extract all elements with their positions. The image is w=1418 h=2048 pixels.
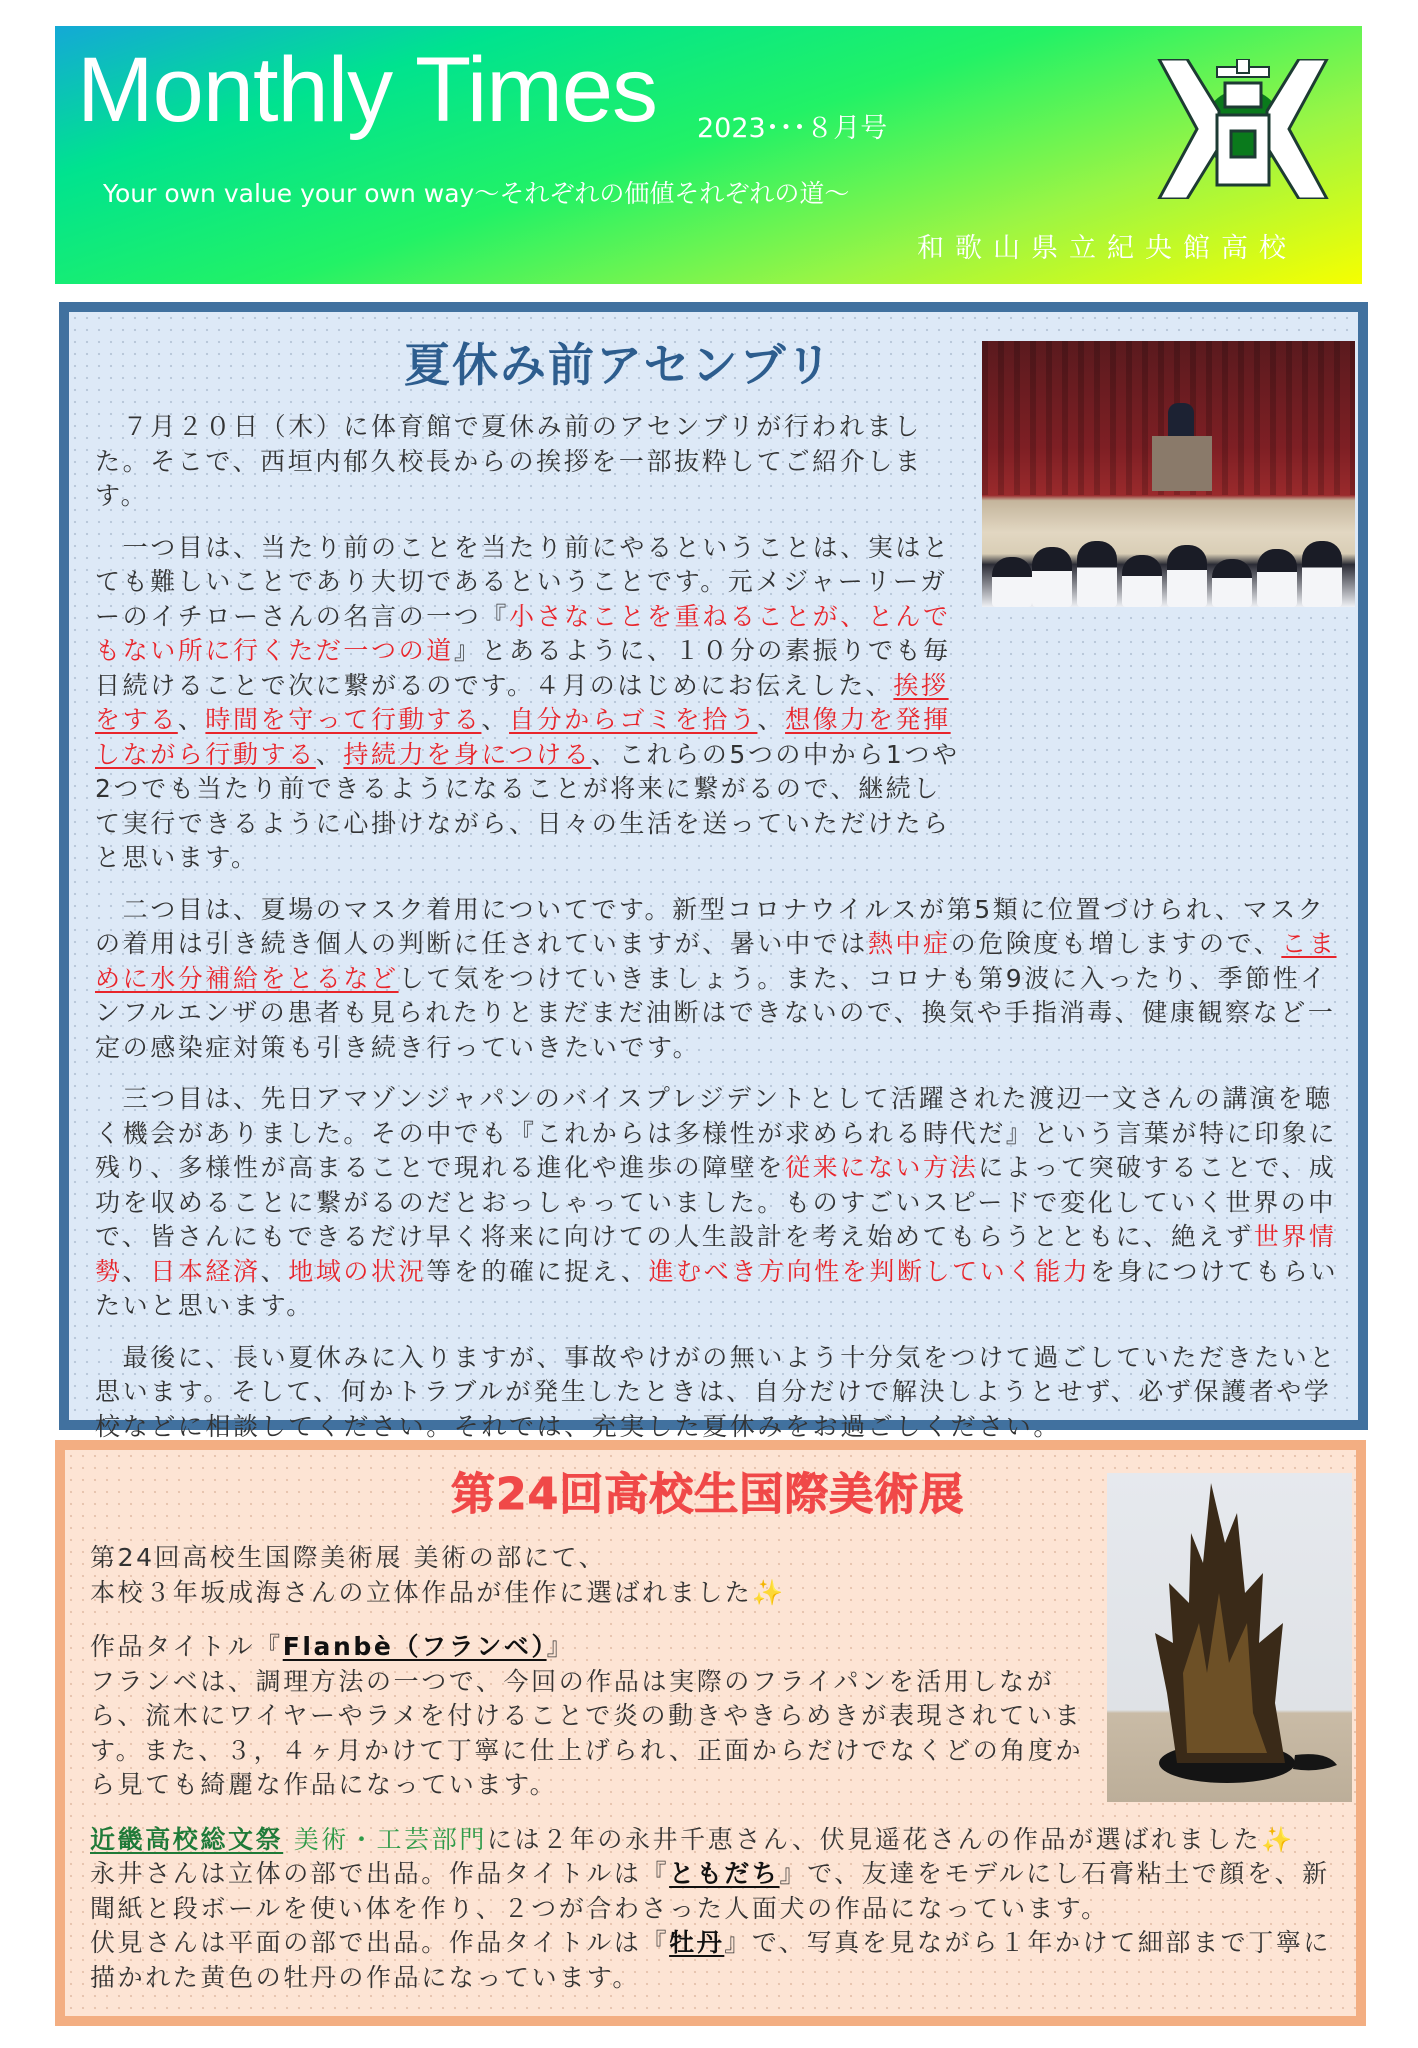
issue-date: 2023･･･８月号 [697,113,888,144]
highlighted-text: 世界情勢 [95,1222,1337,1286]
assembly-section [59,302,1368,1441]
text-segment: 』とあるように、１０分の素振りでも毎日続けることで次に繋がるのです。４月のはじめにお伝えした、 [95,636,951,700]
highlighted-text: 時間を守って行動する [205,705,482,734]
highlighted-text: 自分からゴミを拾う [509,705,758,734]
highlighted-text: 牡丹 [669,1928,725,1957]
text-segment: 、 [177,705,206,734]
art-exhibition-title: 第24回高校生国際美術展 [451,1469,965,1520]
paragraph [90,1823,1340,1996]
text-segment: 、 [481,705,510,734]
text-segment: 等を的確に捉え、 [426,1256,649,1286]
paragraph [95,1082,1349,1324]
text-segment: 本校３年坂成海さんの立体作品が佳作に選ばれました✨ [90,1577,787,1607]
text-segment: 、 [260,1256,289,1286]
art-exhibition-section [55,1440,1366,2026]
school-emblem-icon [1157,59,1329,199]
highlighted-text: 従来にない方法 [785,1153,979,1182]
text-segment: を身につけてもらいたいと思います。 [95,1256,1339,1320]
text-segment: 作品タイトル『 [90,1632,283,1661]
highlighted-text: Flanbè（フランベ） [282,1632,547,1661]
text-segment: 』 [546,1632,575,1661]
text-segment: には２年の永井千恵さん、伏見遥花さんの作品が選ばれました✨ [486,1824,1295,1854]
text-segment: 、 [757,705,786,734]
highlighted-text: 日本経済 [150,1256,261,1286]
text-segment: 、これらの5つの中から1つや2つでも当たり前できるようになることが将来に繋がるので、継続して実行できるように心掛けながら、日々の生活を送っていただけたらと思います。 [95,739,960,872]
highlighted-text: ともだち [669,1859,780,1888]
text-segment: 、 [122,1256,151,1286]
highlighted-text: 挨拶をする [95,670,949,734]
text-segment: 三つ目は、先日アマゾンジャパンのバイスプレジデントとして活躍された渡辺一文さんの講演を聴く機会がありました。その中でも『これからは多様性が求められる時代だ』という言葉が特に印象に残り、多様性が高まることで現れる進化や進歩の障壁を [95,1084,1338,1182]
paragraph [95,893,1349,1066]
assembly-body [95,410,1349,1461]
paragraph [95,1341,1349,1445]
text-segment: 第24回高校生国際美術展 美術の部にて、 [90,1543,607,1572]
highlighted-text: 地域の状況 [288,1256,427,1286]
highlighted-text: 近畿高校総文祭 [90,1824,284,1854]
art-exhibition-body [90,1541,1340,2015]
text-segment: 伏見さんは平面の部で出品。作品タイトルは『 [90,1928,670,1957]
paragraph [90,1630,1100,1803]
paragraph [95,410,965,514]
school-name: 和歌山県立紀央館高校 [917,233,1297,264]
paragraph [95,531,965,876]
highlighted-text: 小さなことを重ねることが、とんでもない所に行くただ一つの道 [95,601,951,665]
text-segment: の危険度も増しますので、 [950,929,1282,958]
school-motto: Your own value your own way～それぞれの価値それぞれの道～ [103,179,850,208]
text-segment: 最後に、長い夏休みに入りますが、事故やけがの無いよう十分気をつけて過ごしていただきたいと思います。そして、何かトラブルが発生したときは、自分だけで解決しようとせず、必ず保護者や学校などに相談してください。それでは、充実した夏休みをお過ごしください。 [95,1342,1338,1441]
text-segment: 』で、写真を見ながら１年かけて細部まで丁寧に描かれた黄色の牡丹の作品になっています。 [90,1928,1332,1992]
assembly-title: 夏休み前アセンブリ [404,338,834,392]
text-segment: 一つ目は、当たり前のことを当たり前にやるということは、実はとても難しいことであり大切であるということです。元メジャーリーガーのイチローさんの名言の一つ『 [95,532,951,631]
highlighted-text: 進むべき方向性を判断していく能力 [648,1256,1091,1286]
highlighted-text: 持続力を身につける [343,739,592,769]
paragraph [90,1541,1100,1610]
text-segment: によって突破することで、成功を収めることに繋がるのだとおっしゃっていました。ものすごいスピードで変化していく世界の中で、皆さんにもできるだけ早く将来に向けての人生設計を考え始めてもらうとともに、絶えず [95,1153,1337,1251]
text-segment: ７月２０日（木）に体育館で夏休み前のアセンブリが行われました。そこで、西垣内郁久校長からの挨拶を一部抜粋してご紹介します。 [95,412,923,510]
text-segment: 二つ目は、夏場のマスク着用についてです。新型コロナウイルスが第5類に位置づけられ、マスクの着用は引き続き個人の判断に任されていますが、暑い中では [95,894,1326,958]
newsletter-title: Monthly Times [77,39,658,141]
text-segment: 』で、友達をモデルにし石膏粘土で顔を、新聞紙と段ボールを使い体を作り、２つが合わさった人面犬の作品になっています。 [90,1859,1330,1923]
highlighted-text: 想像力を発揮しながら行動する [95,705,951,769]
highlighted-text: 美術・工芸部門 [283,1824,487,1854]
highlighted-text: こまめに水分補給をとるなど [95,929,1337,993]
highlighted-text: 熱中症 [867,929,951,958]
text-segment: 永井さんは立体の部で出品。作品タイトルは『 [90,1859,670,1888]
newsletter-header [55,26,1362,284]
text-segment: フランベは、調理方法の一つで、今回の作品は実際のフライパンを活用しながら、流木にワイヤーやラメを付けることで炎の動きやきらめきが表現されています。また、３，４ヶ月かけて丁寧に仕上げられ、正面からだけでなくどの角度から見ても綺麗な作品になっています。 [90,1666,1084,1799]
text-segment: して気をつけていきましょう。また、コロナも第9波に入ったり、季節性インフルエンザの患者も見られたりとまだまだ油断はできないので、換気や手指消毒、健康観察など一定の感染症対策も引き続き行っていきたいです。 [95,963,1336,1062]
text-segment: 、 [315,739,344,769]
